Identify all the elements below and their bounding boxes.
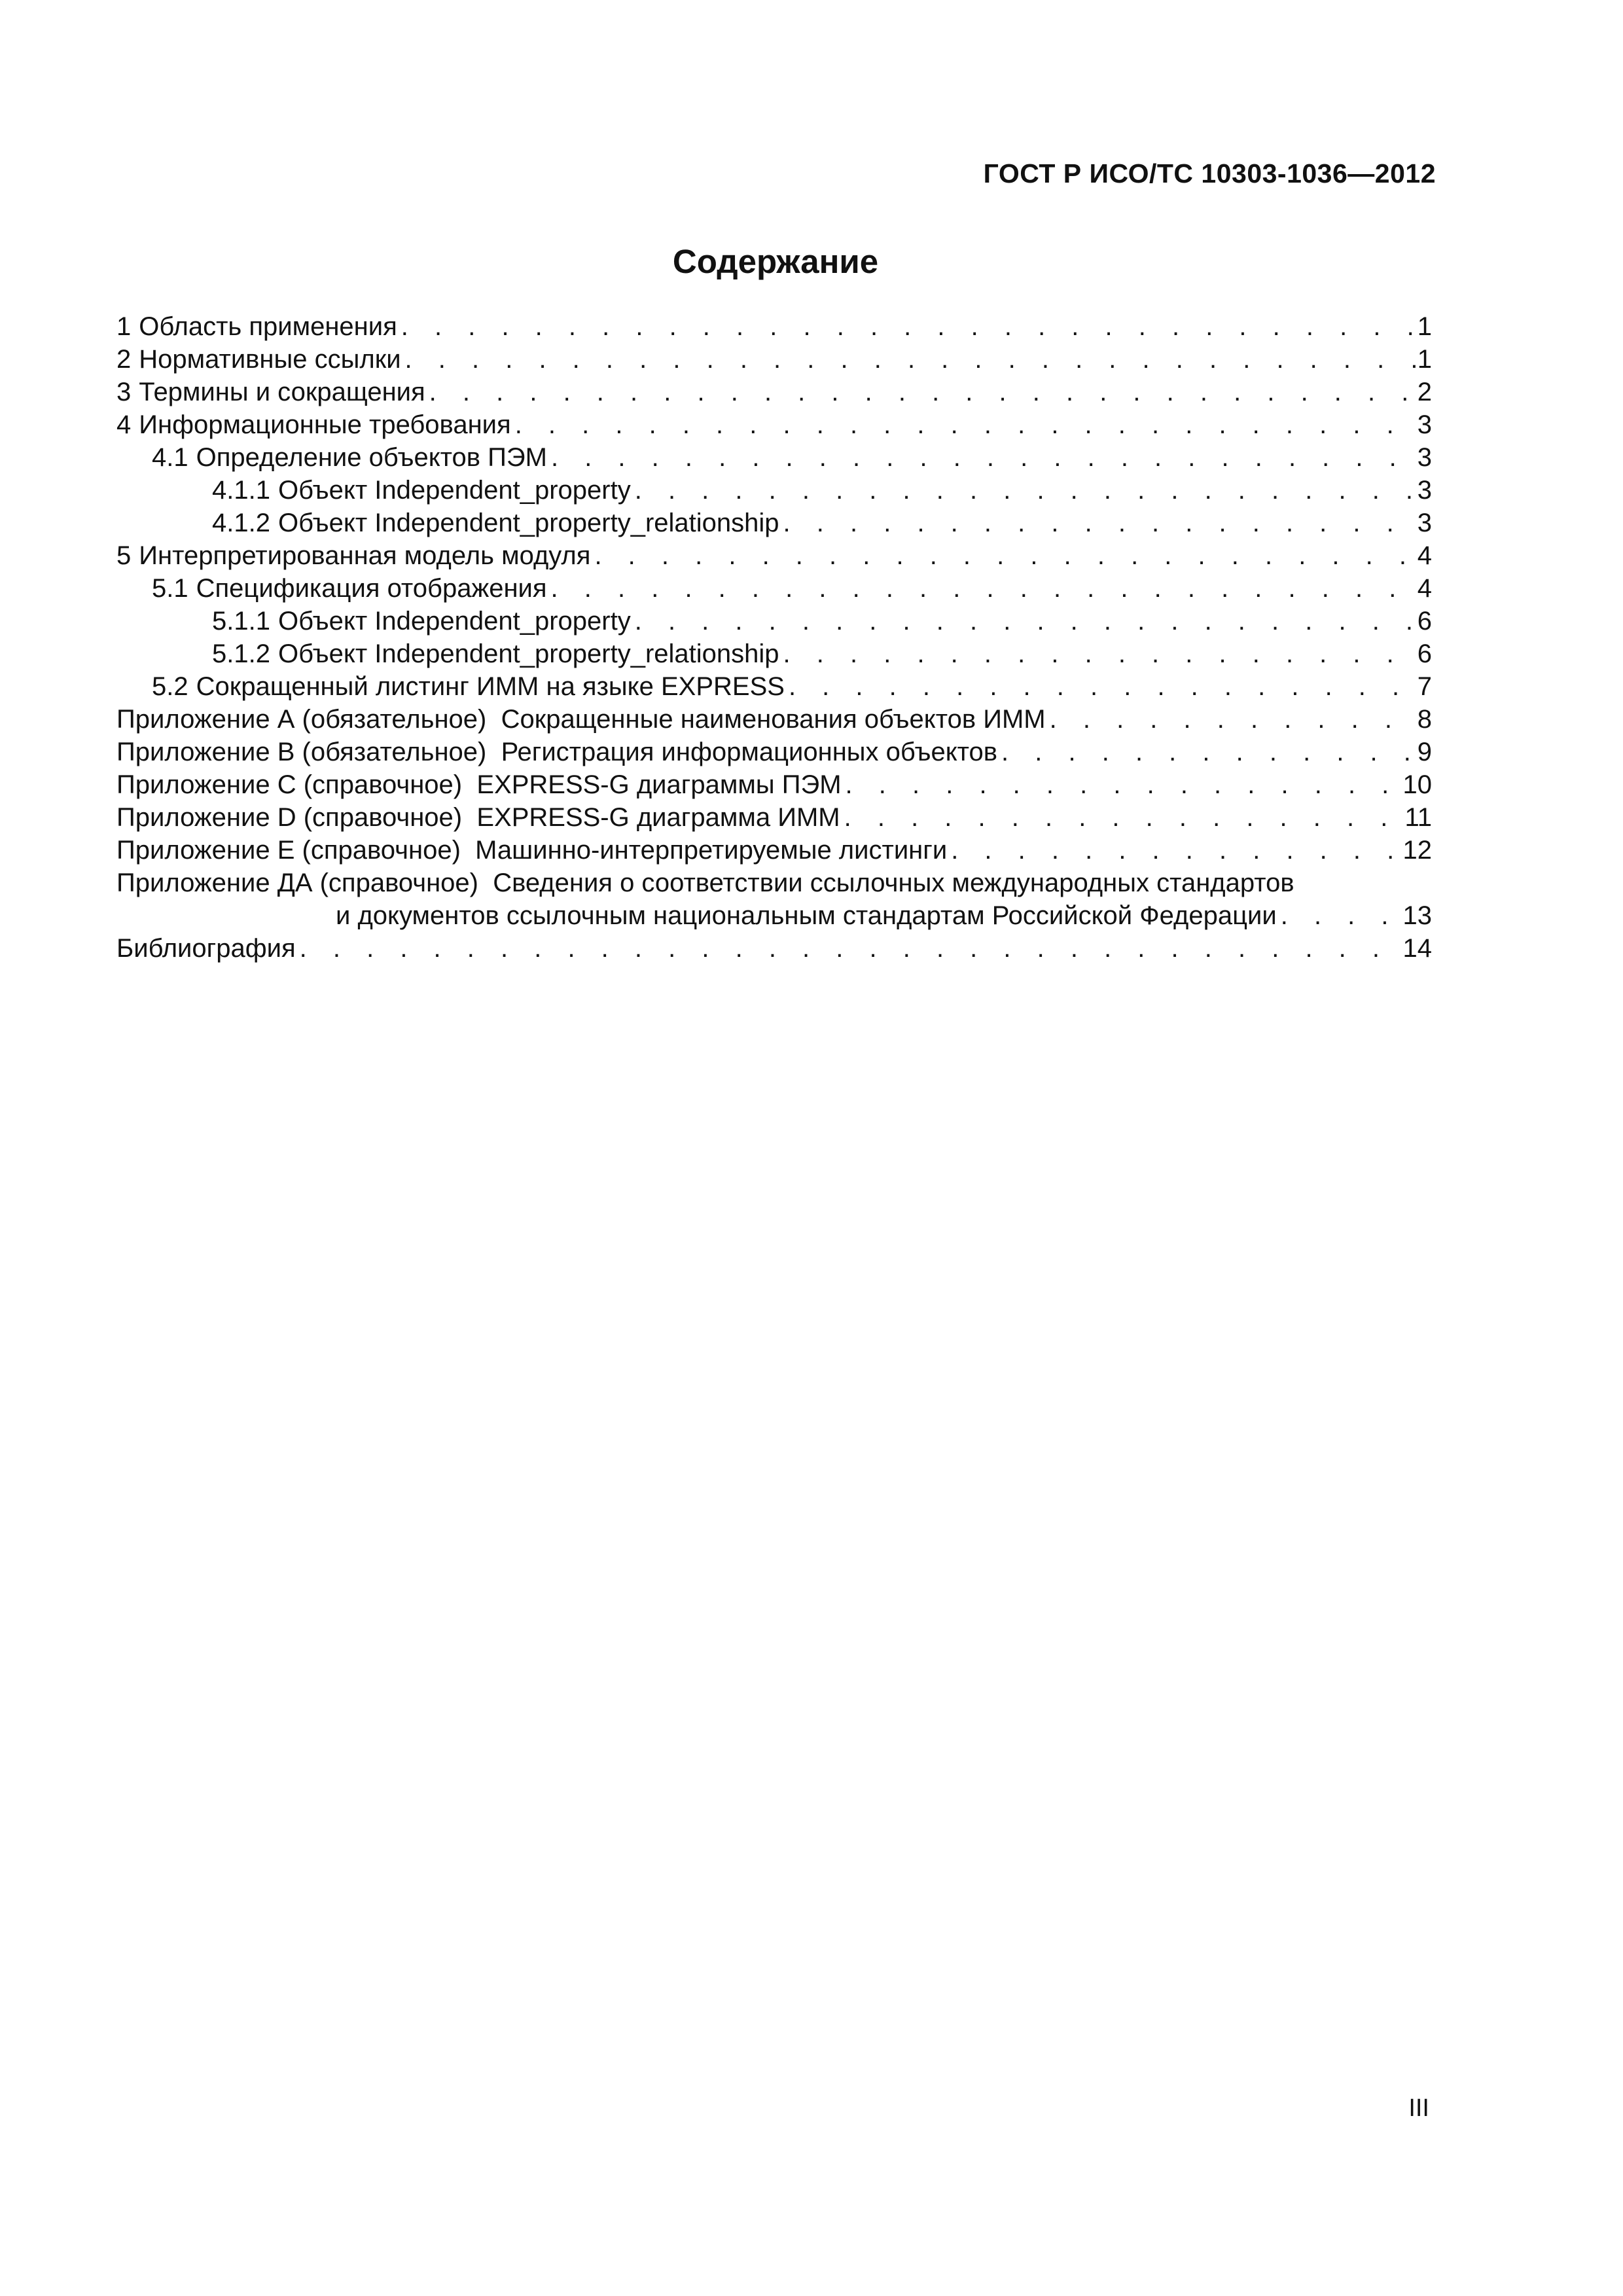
toc-title: Содержание (672, 243, 879, 280)
toc-entry-label: Область применения (139, 312, 397, 341)
toc-entry-page: 3 (1417, 476, 1432, 505)
toc-entry-label: Приложение С (справочное) EXPRESS-G диаграммы ПЭМ (116, 770, 842, 799)
toc-entry-label: Приложение В (обязательное) Регистрация информационных объектов (116, 738, 998, 766)
toc-entry-number: 4.1.1 (212, 476, 270, 505)
dot-leader (1046, 703, 1418, 736)
dot-leader (547, 441, 1418, 474)
dot-leader (401, 343, 1418, 376)
toc-entry-page: 8 (1417, 705, 1432, 734)
toc-entry-number: 5.2 (152, 672, 188, 701)
dot-leader (1277, 899, 1403, 932)
dot-leader (397, 310, 1418, 343)
toc-entry-label: Спецификация отображения (196, 574, 547, 603)
dot-leader (511, 408, 1418, 441)
toc-entry[interactable] (116, 670, 1432, 703)
toc-entry-appendix-e[interactable] (116, 834, 1432, 867)
dot-leader (779, 637, 1418, 670)
dot-leader (547, 572, 1418, 605)
dot-leader (997, 736, 1418, 768)
toc-entry-label: Объект Independent_property_relationship (277, 509, 779, 537)
dot-leader (840, 801, 1405, 834)
toc-entry-appendix-a[interactable] (116, 703, 1432, 736)
toc-entry-label: Объект Independent_property_relationship (277, 639, 779, 668)
toc-entry-appendix-da[interactable] (116, 867, 1432, 899)
dot-leader (631, 605, 1418, 637)
toc-entry-page: 6 (1417, 607, 1432, 636)
page-number: III (1408, 2094, 1429, 2122)
toc-entry-page: 9 (1417, 738, 1432, 766)
toc-entry-appendix-b[interactable] (116, 736, 1432, 768)
toc-entry-number: 5.1.2 (212, 639, 270, 668)
toc-entry-number: 3 (116, 378, 132, 406)
toc-entry[interactable] (116, 507, 1432, 539)
toc-entry-label: Приложение D (справочное) EXPRESS-G диаграмма ИММ (116, 803, 840, 832)
dot-leader (785, 670, 1418, 703)
toc-entry-page: 3 (1417, 443, 1432, 472)
toc-entry[interactable] (116, 343, 1432, 376)
toc-entry[interactable] (116, 474, 1432, 507)
toc-entry-label: Объект Independent_property (277, 476, 631, 505)
dot-leader (842, 768, 1403, 801)
toc-entry-number: 5.1.1 (212, 607, 270, 636)
toc-entry[interactable] (116, 408, 1432, 441)
toc-entry-page: 4 (1417, 541, 1432, 570)
toc-entry-label: Приложение ДА (справочное) Сведения о соответствии ссылочных международных стандартов (116, 869, 1294, 897)
toc-entry-page: 1 (1417, 312, 1432, 341)
dot-leader (631, 474, 1418, 507)
toc-entry[interactable] (116, 539, 1432, 572)
toc-entry-page: 14 (1402, 934, 1432, 963)
toc-entry-appendix-c[interactable] (116, 768, 1432, 801)
toc-entry-number: 1 (116, 312, 132, 341)
toc-entry-bibliography[interactable] (116, 932, 1432, 965)
toc-entry-page: 6 (1417, 639, 1432, 668)
toc-entry-number: 5 (116, 541, 132, 570)
toc-entry-continuation: и документов ссылочным национальным стандартам Российской Федерации (336, 901, 1277, 930)
toc-entry-page: 11 (1404, 803, 1432, 832)
toc-entry[interactable] (116, 605, 1432, 637)
dot-leader (779, 507, 1418, 539)
toc-entry-page: 3 (1417, 410, 1432, 439)
toc-entry[interactable] (116, 637, 1432, 670)
document-code-header: ГОСТ Р ИСО/ТС 10303-1036—2012 (983, 158, 1436, 188)
toc-entry-page: 3 (1417, 509, 1432, 537)
toc-entry-number: 4.1.2 (212, 509, 270, 537)
toc-entry-label: Термины и сокращения (139, 378, 425, 406)
toc-entry-label: Интерпретированная модель модуля (139, 541, 591, 570)
toc-entry-number: 4.1 (152, 443, 188, 472)
toc-entry-label: Объект Independent_property (277, 607, 631, 636)
toc-entry-page: 10 (1402, 770, 1432, 799)
dot-leader (296, 932, 1403, 965)
toc-entry[interactable] (116, 376, 1432, 408)
toc-entry-number: 5.1 (152, 574, 188, 603)
toc-entry-label: Информационные требования (139, 410, 511, 439)
toc-entry[interactable] (116, 441, 1432, 474)
toc-entry-label: Определение объектов ПЭМ (196, 443, 547, 472)
toc-entry-page: 12 (1402, 836, 1432, 865)
toc-entry-page: 1 (1417, 345, 1432, 374)
toc-entry-page: 7 (1417, 672, 1432, 701)
toc-entry[interactable] (116, 572, 1432, 605)
toc-entry-page: 2 (1417, 378, 1432, 406)
toc-entry-label: Приложение Е (справочное) Машинно-интерпретируемые листинги (116, 836, 948, 865)
dot-leader (425, 376, 1418, 408)
dot-leader (590, 539, 1417, 572)
toc-entry-label: Сокращенный листинг ИММ на языке EXPRESS (196, 672, 785, 701)
toc-list (116, 310, 1432, 965)
toc-entry-number: 4 (116, 410, 132, 439)
toc-entry-label: Библиография (116, 934, 296, 963)
toc-entry-page: 13 (1402, 901, 1432, 930)
toc-entry-label: Приложение А (обязательное) Сокращенные наименования объектов ИММ (116, 705, 1046, 734)
toc-entry-appendix-d[interactable] (116, 801, 1432, 834)
toc-entry-page: 4 (1417, 574, 1432, 603)
dot-leader (947, 834, 1402, 867)
toc-entry-appendix-da-continuation[interactable] (116, 899, 1432, 932)
toc-entry-number: 2 (116, 345, 132, 374)
toc-entry-label: Нормативные ссылки (139, 345, 401, 374)
toc-entry[interactable] (116, 310, 1432, 343)
